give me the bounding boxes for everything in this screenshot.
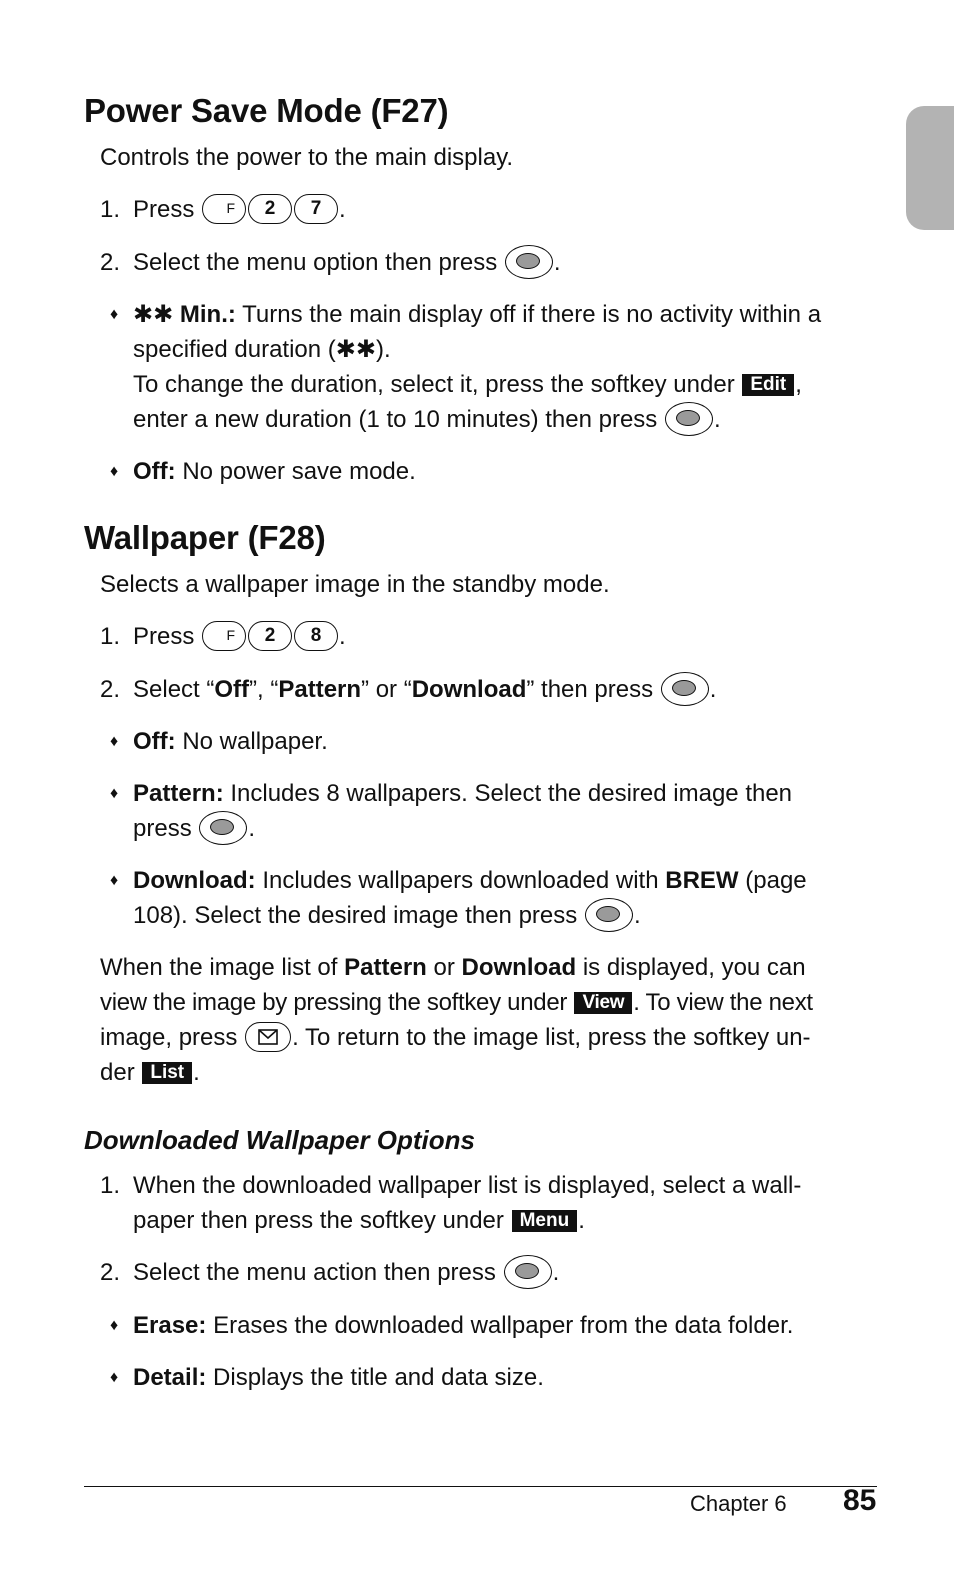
diamond-icon: ♦	[110, 733, 119, 750]
step-select-option: Select the menu option then press .	[133, 245, 561, 281]
diamond-icon: ♦	[110, 306, 119, 323]
step-press-keys: Press F 2 7 .	[133, 192, 346, 227]
step-number: 1.	[100, 1172, 121, 1199]
step-number: 1.	[100, 623, 121, 650]
bullet-off: Off: No power save mode.	[133, 458, 416, 485]
bullet-min: ✱✱ Min.: Turns the main display off if there is no activity within a	[133, 301, 822, 328]
diamond-icon: ♦	[110, 1369, 119, 1386]
ok-button-icon	[661, 672, 709, 706]
step-number: 1.	[100, 196, 121, 223]
step-select-wallpaper-line2: paper then press the softkey under Menu .	[133, 1207, 585, 1234]
softkey-edit-label: Edit	[742, 374, 794, 396]
bullet-pattern: Pattern: Includes 8 wallpapers. Select the desired image then	[133, 780, 793, 807]
key-7-icon: 7	[294, 194, 338, 224]
para-image-list-line1: When the image list of Pattern or Download is displayed, you can	[100, 954, 806, 981]
page-number: 85	[843, 1484, 877, 1517]
bullet-min-line2: specified duration (✱✱).	[133, 336, 391, 363]
bullet-pattern-line2: press .	[133, 811, 255, 847]
chapter-tab	[906, 106, 954, 230]
step-select-wallpaper: Select “Off”, “Pattern” or “Download” then press .	[133, 672, 716, 708]
softkey-menu-label: Menu	[512, 1210, 578, 1232]
function-key-icon: F	[202, 621, 246, 651]
bullet-off: Off: No wallpaper.	[133, 728, 328, 755]
softkey-view-label: View	[574, 992, 632, 1014]
diamond-icon: ♦	[110, 785, 119, 802]
bullet-min-line4: enter a new duration (1 to 10 minutes) then press .	[133, 402, 721, 438]
step-number: 2.	[100, 676, 121, 703]
bullet-detail: Detail: Displays the title and data size.	[133, 1364, 544, 1391]
para-image-list-line4: der List .	[100, 1059, 200, 1086]
function-key-icon: F	[202, 194, 246, 224]
step-number: 2.	[100, 249, 121, 276]
section-intro: Controls the power to the main display.	[100, 144, 514, 171]
bullet-erase: Erase: Erases the downloaded wallpaper from the data folder.	[133, 1312, 794, 1339]
section-title-wallpaper: Wallpaper (F28)	[84, 519, 326, 556]
ok-button-icon	[585, 898, 633, 932]
diamond-icon: ♦	[110, 872, 119, 889]
key-2-icon: 2	[248, 621, 292, 651]
key-8-icon: 8	[294, 621, 338, 651]
diamond-icon: ♦	[110, 463, 119, 480]
footer-divider	[84, 1486, 877, 1487]
ok-button-icon	[505, 245, 553, 279]
bullet-download-line2: 108). Select the desired image then press .	[133, 898, 641, 934]
bullet-min-line3: To change the duration, select it, press the softkey under Edit ,	[133, 371, 802, 398]
step-press-keys: Press F 2 8 .	[133, 619, 346, 654]
bullet-download: Download: Includes wallpapers downloaded with BREW (page	[133, 867, 807, 894]
step-select-action: Select the menu action then press .	[133, 1255, 559, 1291]
section-title-power-save: Power Save Mode (F27)	[84, 92, 449, 129]
para-image-list-line2: view the image by pressing the softkey under View . To view the next	[100, 989, 813, 1016]
step-select-wallpaper: When the downloaded wallpaper list is displayed, select a wall-	[133, 1172, 802, 1199]
subsection-title: Downloaded Wallpaper Options	[84, 1125, 475, 1155]
ok-button-icon	[199, 811, 247, 845]
chapter-label: Chapter 6	[690, 1491, 787, 1516]
ok-button-icon	[504, 1255, 552, 1289]
ok-button-icon	[665, 402, 713, 436]
mail-key-icon	[245, 1022, 291, 1052]
step-number: 2.	[100, 1259, 121, 1286]
key-2-icon: 2	[248, 194, 292, 224]
softkey-list-label: List	[142, 1062, 192, 1084]
section-intro: Selects a wallpaper image in the standby mode.	[100, 571, 610, 598]
para-image-list-line3: image, press . To return to the image list, press the softkey un-	[100, 1020, 811, 1055]
diamond-icon: ♦	[110, 1317, 119, 1334]
